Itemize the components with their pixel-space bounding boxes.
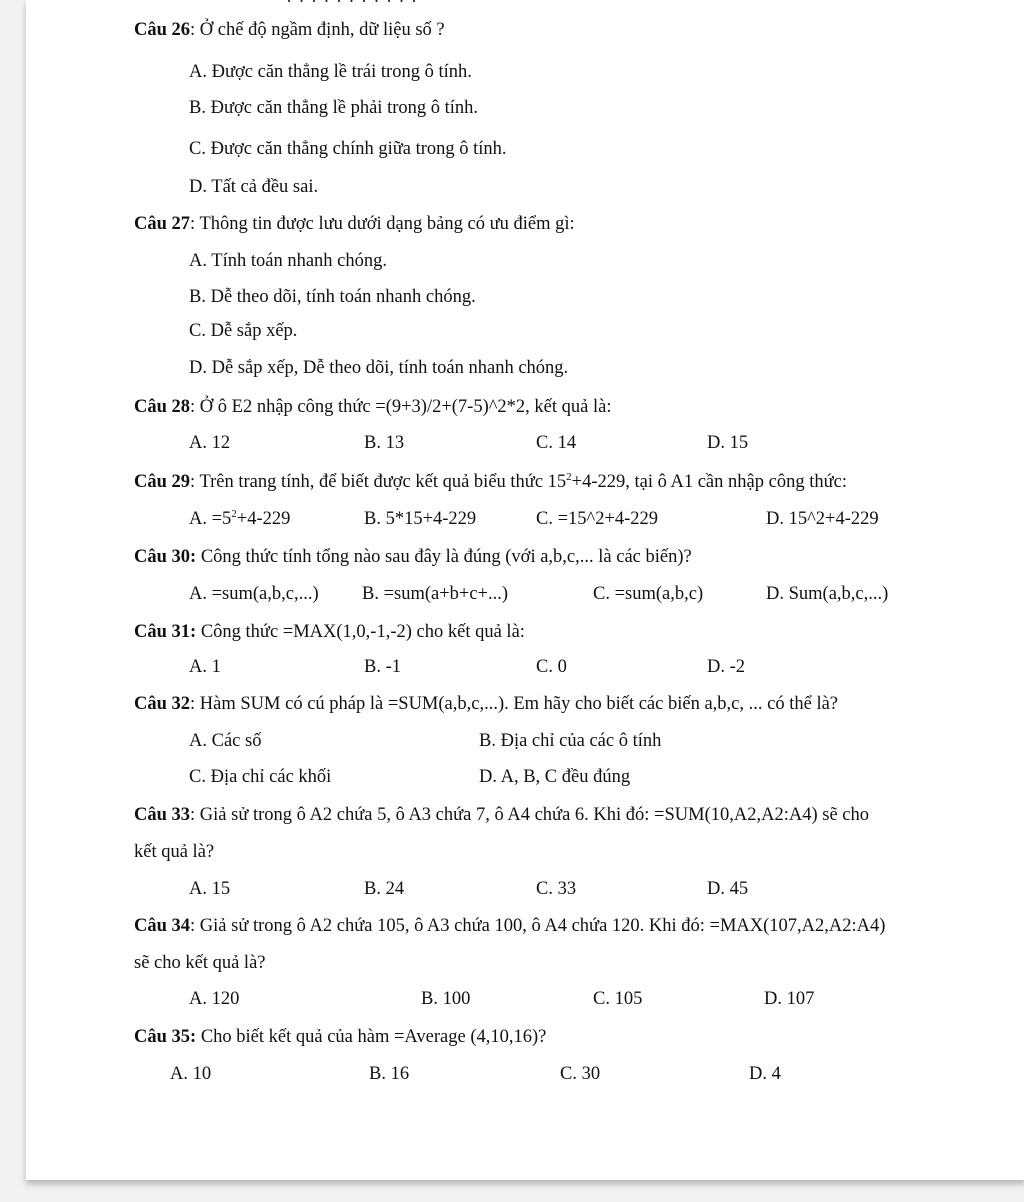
question-text: Cho biết kết quả của hàm =Average (4,10,16)? bbox=[196, 1027, 547, 1047]
option-35-a: A. 10 bbox=[170, 1064, 212, 1084]
option-29-a-pre: A. =5 bbox=[189, 509, 232, 529]
question-label: Câu 32 bbox=[134, 694, 191, 714]
option-27-d: D. Dễ sắp xếp, Dễ theo dõi, tính toán nhanh chóng. bbox=[189, 358, 569, 378]
question-29 bbox=[134, 472, 847, 493]
question-text: Công thức tính tổng nào sau đây là đúng (với a,b,c,... là các biến)? bbox=[196, 547, 692, 567]
option-31-c: C. 0 bbox=[536, 657, 567, 677]
option-29-b: B. 5*15+4-229 bbox=[364, 509, 477, 529]
document-page bbox=[26, 0, 1024, 1180]
question-label: Câu 26 bbox=[134, 20, 191, 40]
option-30-a: A. =sum(a,b,c,...) bbox=[189, 584, 319, 604]
cut-off-top-text: · · · · · · · · · · · bbox=[286, 0, 418, 11]
superscript: 2 bbox=[231, 507, 237, 520]
option-31-a: A. 1 bbox=[189, 657, 221, 677]
option-26-d: D. Tất cả đều sai. bbox=[189, 177, 319, 197]
option-31-b: B. -1 bbox=[364, 657, 401, 677]
question-label: Câu 27 bbox=[134, 214, 191, 234]
question-31 bbox=[134, 622, 525, 643]
option-35-c: C. 30 bbox=[560, 1064, 601, 1084]
option-28-b: B. 13 bbox=[364, 433, 405, 453]
question-text: : Thông tin được lưu dưới dạng bảng có ưu điểm gì: bbox=[190, 214, 575, 234]
option-33-c: C. 33 bbox=[536, 879, 577, 899]
option-26-a: A. Được căn thẳng lề trái trong ô tính. bbox=[189, 62, 472, 82]
option-29-d: D. 15^2+4-229 bbox=[766, 509, 879, 529]
question-label: Câu 28 bbox=[134, 397, 191, 417]
question-label: Câu 30: bbox=[134, 547, 197, 567]
option-34-a: A. 120 bbox=[189, 989, 240, 1009]
question-30 bbox=[134, 547, 692, 568]
question-label: Câu 35: bbox=[134, 1027, 197, 1047]
option-29-a bbox=[189, 509, 290, 530]
question-label: Câu 34 bbox=[134, 916, 191, 936]
option-27-c: C. Dễ sắp xếp. bbox=[189, 321, 298, 341]
option-35-b: B. 16 bbox=[369, 1064, 410, 1084]
option-28-d: D. 15 bbox=[707, 433, 749, 453]
option-32-b: B. Địa chỉ của các ô tính bbox=[479, 731, 662, 751]
superscript: 2 bbox=[566, 470, 572, 483]
question-label: Câu 31: bbox=[134, 622, 197, 642]
question-text: : Ở chế độ ngầm định, dữ liệu số ? bbox=[190, 20, 445, 40]
question-32 bbox=[134, 694, 838, 715]
option-30-b: B. =sum(a+b+c+...) bbox=[362, 584, 509, 604]
option-26-b: B. Được căn thẳng lề phải trong ô tính. bbox=[189, 98, 479, 118]
option-31-d: D. -2 bbox=[707, 657, 746, 677]
question-34 bbox=[134, 916, 885, 937]
option-32-d: D. A, B, C đều đúng bbox=[479, 767, 631, 787]
question-label: Câu 29 bbox=[134, 472, 191, 492]
option-33-d: D. 45 bbox=[707, 879, 749, 899]
option-29-a-post: +4-229 bbox=[236, 509, 291, 529]
option-27-b: B. Dễ theo dõi, tính toán nhanh chóng. bbox=[189, 287, 476, 307]
option-30-c: C. =sum(a,b,c) bbox=[593, 584, 704, 604]
option-34-c: C. 105 bbox=[593, 989, 643, 1009]
question-26 bbox=[134, 20, 445, 41]
option-27-a: A. Tính toán nhanh chóng. bbox=[189, 251, 387, 271]
question-label: Câu 33 bbox=[134, 805, 191, 825]
question-33-continued: kết quả là? bbox=[134, 842, 215, 862]
question-34-continued: sẽ cho kết quả là? bbox=[134, 953, 266, 973]
option-33-a: A. 15 bbox=[189, 879, 231, 899]
option-28-a: A. 12 bbox=[189, 433, 231, 453]
question-text-end: +4-229, tại ô A1 cần nhập công thức: bbox=[571, 472, 847, 492]
question-28 bbox=[134, 397, 611, 418]
option-33-b: B. 24 bbox=[364, 879, 405, 899]
option-34-d: D. 107 bbox=[764, 989, 815, 1009]
option-35-d: D. 4 bbox=[749, 1064, 781, 1084]
question-text: Công thức =MAX(1,0,-1,-2) cho kết quả là: bbox=[196, 622, 525, 642]
question-text: : Hàm SUM có cú pháp là =SUM(a,b,c,...). Em hãy cho biết các biến a,b,c, ... có thể là? bbox=[190, 694, 839, 714]
option-32-a: A. Các số bbox=[189, 731, 262, 751]
question-text: : Trên trang tính, để biết được kết quả biểu thức 15 bbox=[190, 472, 567, 492]
option-32-c: C. Địa chỉ các khối bbox=[189, 767, 332, 787]
option-30-d: D. Sum(a,b,c,...) bbox=[766, 584, 889, 604]
question-33 bbox=[134, 805, 869, 826]
question-text: : Ở ô E2 nhập công thức =(9+3)/2+(7-5)^2*2, kết quả là: bbox=[190, 397, 612, 417]
option-29-c: C. =15^2+4-229 bbox=[536, 509, 659, 529]
question-35 bbox=[134, 1027, 546, 1048]
question-27 bbox=[134, 214, 575, 235]
option-26-c: C. Được căn thẳng chính giữa trong ô tính. bbox=[189, 139, 507, 159]
question-text: : Giả sử trong ô A2 chứa 5, ô A3 chứa 7, ô A4 chứa 6. Khi đó: =SUM(10,A2,A2:A4) sẽ cho bbox=[190, 805, 869, 825]
option-28-c: C. 14 bbox=[536, 433, 577, 453]
question-text: : Giả sử trong ô A2 chứa 105, ô A3 chứa 100, ô A4 chứa 120. Khi đó: =MAX(107,A2,A2:A4) bbox=[190, 916, 886, 936]
option-34-b: B. 100 bbox=[421, 989, 471, 1009]
